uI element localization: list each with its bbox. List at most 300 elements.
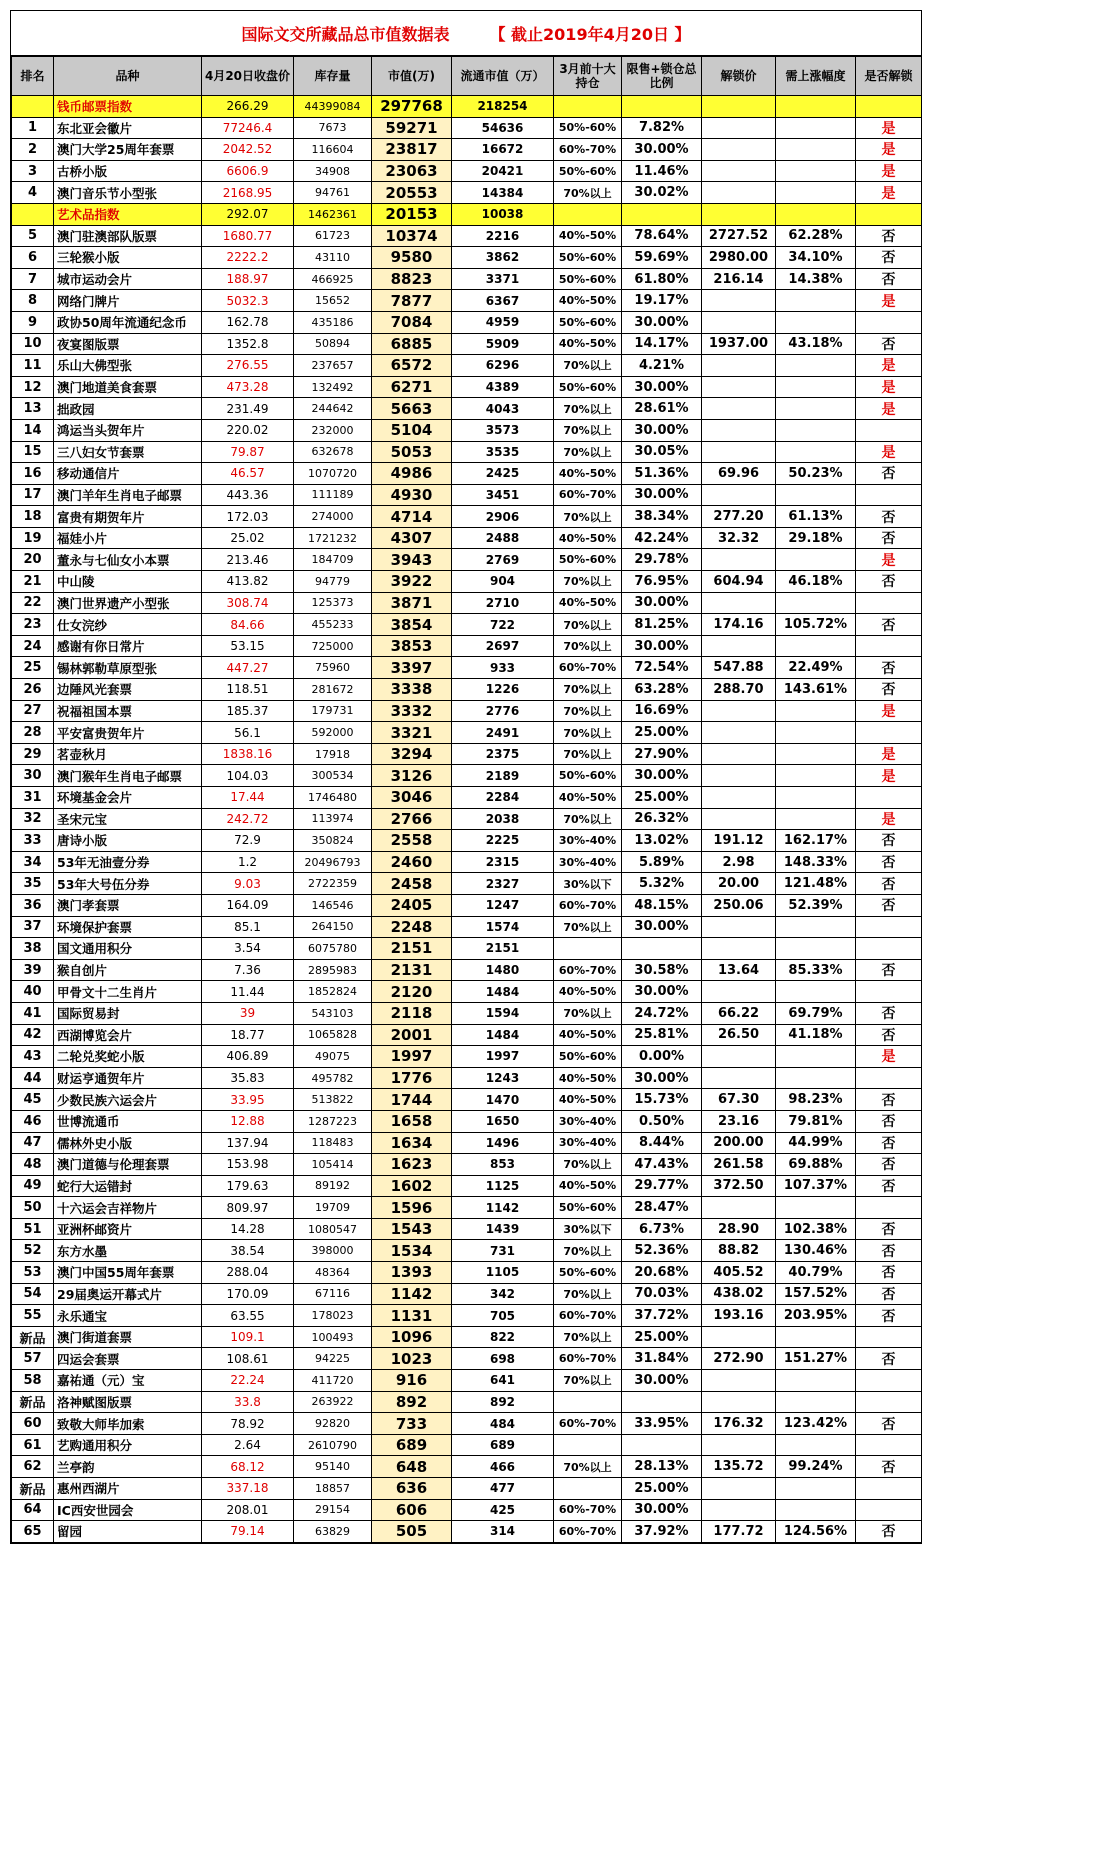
stock-cell: 179731	[294, 700, 372, 722]
stock-cell: 19709	[294, 1197, 372, 1219]
table-row	[12, 657, 922, 679]
market-value-cell: 2248	[372, 916, 452, 938]
price-cell: 1838.16	[202, 743, 294, 765]
unlock-price-cell	[702, 700, 776, 722]
rise-needed-cell	[776, 182, 856, 204]
price-cell: 473.28	[202, 376, 294, 398]
unlocked-cell: 是	[856, 549, 922, 571]
price-cell: 213.46	[202, 549, 294, 571]
unlocked-cell	[856, 1326, 922, 1348]
stock-cell: 111189	[294, 484, 372, 506]
unlocked-cell: 否	[856, 527, 922, 549]
circulating-value-cell: 853	[452, 1154, 554, 1176]
holding-cell: 40%-50%	[554, 787, 622, 809]
stock-cell: 132492	[294, 376, 372, 398]
rank-cell	[12, 203, 54, 225]
rank-cell: 27	[12, 700, 54, 722]
stock-cell: 263922	[294, 1391, 372, 1413]
name-cell: 国际贸易封	[54, 1002, 202, 1024]
unlock-price-cell: 20.00	[702, 873, 776, 895]
rank-cell: 16	[12, 463, 54, 485]
price-cell: 118.51	[202, 679, 294, 701]
table-row	[12, 290, 922, 312]
col-price: 4月20日收盘价	[202, 57, 294, 96]
table-row	[12, 787, 922, 809]
market-value-cell: 1658	[372, 1110, 452, 1132]
rise-needed-cell	[776, 916, 856, 938]
data-sheet	[10, 10, 922, 1544]
rank-cell: 30	[12, 765, 54, 787]
table-row	[12, 463, 922, 485]
date-note: 【 截止2019年4月20日 】	[489, 24, 691, 44]
rank-cell: 29	[12, 743, 54, 765]
unlocked-cell: 是	[856, 182, 922, 204]
rise-needed-cell	[776, 484, 856, 506]
stock-cell: 18857	[294, 1478, 372, 1500]
unlock-price-cell: 250.06	[702, 894, 776, 916]
market-value-cell: 23063	[372, 160, 452, 182]
stock-cell: 125373	[294, 592, 372, 614]
unlocked-cell: 否	[856, 1456, 922, 1478]
market-value-cell: 1623	[372, 1154, 452, 1176]
price-cell: 179.63	[202, 1175, 294, 1197]
holding-cell: 60%-70%	[554, 1305, 622, 1327]
rise-needed-cell	[776, 981, 856, 1003]
unlock-price-cell: 216.14	[702, 268, 776, 290]
holding-cell: 60%-70%	[554, 894, 622, 916]
rise-needed-cell	[776, 938, 856, 960]
table-row	[12, 160, 922, 182]
rank-cell: 39	[12, 959, 54, 981]
lock-ratio-cell: 7.82%	[622, 117, 702, 139]
price-cell: 63.55	[202, 1305, 294, 1327]
holding-cell: 70%以上	[554, 355, 622, 377]
table-row	[12, 614, 922, 636]
table-row	[12, 981, 922, 1003]
circulating-value-cell: 2284	[452, 787, 554, 809]
rank-cell: 54	[12, 1283, 54, 1305]
lock-ratio-cell: 30.58%	[622, 959, 702, 981]
rank-cell: 53	[12, 1262, 54, 1284]
unlock-price-cell: 2727.52	[702, 225, 776, 247]
circulating-value-cell: 2906	[452, 506, 554, 528]
lock-ratio-cell: 30.00%	[622, 419, 702, 441]
circulating-value-cell: 2710	[452, 592, 554, 614]
rise-needed-cell	[776, 1499, 856, 1521]
name-cell: 澳门中国55周年套票	[54, 1262, 202, 1284]
price-cell: 337.18	[202, 1478, 294, 1500]
holding-cell: 50%-60%	[554, 1262, 622, 1284]
rank-cell: 44	[12, 1067, 54, 1089]
name-cell: 澳门驻澳部队版票	[54, 225, 202, 247]
market-value-cell: 1602	[372, 1175, 452, 1197]
lock-ratio-cell: 15.73%	[622, 1089, 702, 1111]
rise-needed-cell: 162.17%	[776, 830, 856, 852]
name-cell: 艺购通用积分	[54, 1434, 202, 1456]
holding-cell: 70%以上	[554, 916, 622, 938]
market-value-cell: 892	[372, 1391, 452, 1413]
rank-cell: 36	[12, 894, 54, 916]
rise-needed-cell	[776, 311, 856, 333]
stock-cell: 94779	[294, 571, 372, 593]
rank-cell: 57	[12, 1348, 54, 1370]
unlock-price-cell: 604.94	[702, 571, 776, 593]
circulating-value-cell: 2769	[452, 549, 554, 571]
circulating-value-cell: 1650	[452, 1110, 554, 1132]
price-cell: 164.09	[202, 894, 294, 916]
rise-needed-cell: 14.38%	[776, 268, 856, 290]
rank-cell: 新品	[12, 1391, 54, 1413]
stock-cell: 2610790	[294, 1434, 372, 1456]
holding-cell: 70%以上	[554, 1240, 622, 1262]
lock-ratio-cell: 30.00%	[622, 1370, 702, 1392]
unlock-price-cell	[702, 1370, 776, 1392]
col-lock-ratio: 限售+锁仓总比例	[622, 57, 702, 96]
stock-cell: 232000	[294, 419, 372, 441]
market-value-cell: 6885	[372, 333, 452, 355]
table-row	[12, 1154, 922, 1176]
table-row	[12, 549, 922, 571]
col-circulating-value: 流通市值（万）	[452, 57, 554, 96]
stock-cell: 435186	[294, 311, 372, 333]
rise-needed-cell: 69.79%	[776, 1002, 856, 1024]
rise-needed-cell: 157.52%	[776, 1283, 856, 1305]
lock-ratio-cell: 63.28%	[622, 679, 702, 701]
unlock-price-cell: 23.16	[702, 1110, 776, 1132]
unlock-price-cell	[702, 1499, 776, 1521]
rank-cell: 13	[12, 398, 54, 420]
col-stock: 库存量	[294, 57, 372, 96]
name-cell: 致敬大师毕加索	[54, 1413, 202, 1435]
holding-cell: 30%-40%	[554, 1110, 622, 1132]
rank-cell: 4	[12, 182, 54, 204]
circulating-value-cell: 6367	[452, 290, 554, 312]
rank-cell: 43	[12, 1046, 54, 1068]
rise-needed-cell	[776, 398, 856, 420]
unlock-price-cell: 272.90	[702, 1348, 776, 1370]
holding-cell: 70%以上	[554, 182, 622, 204]
price-cell: 17.44	[202, 787, 294, 809]
circulating-value-cell: 466	[452, 1456, 554, 1478]
name-cell: 十六运会吉祥物片	[54, 1197, 202, 1219]
stock-cell: 274000	[294, 506, 372, 528]
table-row	[12, 484, 922, 506]
table-row	[12, 225, 922, 247]
index-row	[12, 96, 922, 118]
market-value-cell: 2151	[372, 938, 452, 960]
price-cell: 2168.95	[202, 182, 294, 204]
stock-cell: 43110	[294, 247, 372, 269]
rise-needed-cell: 123.42%	[776, 1413, 856, 1435]
table-row	[12, 1218, 922, 1240]
table-row	[12, 700, 922, 722]
unlocked-cell	[856, 916, 922, 938]
name-cell: 古桥小版	[54, 160, 202, 182]
rise-needed-cell	[776, 376, 856, 398]
circulating-value-cell: 689	[452, 1434, 554, 1456]
unlocked-cell	[856, 484, 922, 506]
market-value-cell: 2118	[372, 1002, 452, 1024]
name-cell: 环境基金会片	[54, 787, 202, 809]
rise-needed-cell	[776, 419, 856, 441]
rise-needed-cell: 151.27%	[776, 1348, 856, 1370]
lock-ratio-cell: 47.43%	[622, 1154, 702, 1176]
holding-cell: 40%-50%	[554, 225, 622, 247]
unlock-price-cell	[702, 419, 776, 441]
price-cell: 35.83	[202, 1067, 294, 1089]
lock-ratio-cell: 52.36%	[622, 1240, 702, 1262]
price-cell: 109.1	[202, 1326, 294, 1348]
circulating-value-cell: 2425	[452, 463, 554, 485]
name-cell: IC西安世园会	[54, 1499, 202, 1521]
rank-cell: 7	[12, 268, 54, 290]
stock-cell: 95140	[294, 1456, 372, 1478]
lock-ratio-cell: 30.02%	[622, 182, 702, 204]
stock-cell: 118483	[294, 1132, 372, 1154]
rank-cell: 24	[12, 635, 54, 657]
name-cell: 二轮兑奖蛇小版	[54, 1046, 202, 1068]
circulating-value-cell: 54636	[452, 117, 554, 139]
lock-ratio-cell: 0.50%	[622, 1110, 702, 1132]
market-value-cell: 2558	[372, 830, 452, 852]
market-value-cell: 3854	[372, 614, 452, 636]
name-cell: 福娃小片	[54, 527, 202, 549]
circulating-value-cell: 1484	[452, 981, 554, 1003]
name-cell: 澳门孝套票	[54, 894, 202, 916]
name-cell: 蛇行大运错封	[54, 1175, 202, 1197]
table-row	[12, 1413, 922, 1435]
name-cell: 边陲风光套票	[54, 679, 202, 701]
unlock-price-cell: 88.82	[702, 1240, 776, 1262]
rise-needed-cell: 46.18%	[776, 571, 856, 593]
rise-needed-cell: 44.99%	[776, 1132, 856, 1154]
table-row	[12, 268, 922, 290]
unlocked-cell: 否	[856, 1348, 922, 1370]
price-cell: 85.1	[202, 916, 294, 938]
unlock-price-cell: 261.58	[702, 1154, 776, 1176]
rise-needed-cell	[776, 1478, 856, 1500]
price-cell: 5032.3	[202, 290, 294, 312]
market-value-cell: 3046	[372, 787, 452, 809]
price-cell: 809.97	[202, 1197, 294, 1219]
lock-ratio-cell: 59.69%	[622, 247, 702, 269]
holding-cell: 30%-40%	[554, 830, 622, 852]
market-value-cell: 8823	[372, 268, 452, 290]
name-cell: 三八妇女节套票	[54, 441, 202, 463]
lock-ratio-cell: 30.00%	[622, 981, 702, 1003]
rise-needed-cell: 203.95%	[776, 1305, 856, 1327]
price-cell: 231.49	[202, 398, 294, 420]
rise-needed-cell: 130.46%	[776, 1240, 856, 1262]
price-cell: 33.8	[202, 1391, 294, 1413]
price-cell: 33.95	[202, 1089, 294, 1111]
stock-cell: 20496793	[294, 851, 372, 873]
name-cell: 儒林外史小版	[54, 1132, 202, 1154]
circulating-value-cell: 484	[452, 1413, 554, 1435]
unlocked-cell: 否	[856, 959, 922, 981]
unlock-price-cell	[702, 916, 776, 938]
stock-cell: 61723	[294, 225, 372, 247]
sheet-title-bar	[11, 11, 921, 56]
holding-cell	[554, 938, 622, 960]
lock-ratio-cell: 30.00%	[622, 1499, 702, 1521]
table-row	[12, 916, 922, 938]
rise-needed-cell: 124.56%	[776, 1521, 856, 1543]
holding-cell: 50%-60%	[554, 376, 622, 398]
name-cell: 网络门牌片	[54, 290, 202, 312]
rise-needed-cell	[776, 1370, 856, 1392]
table-row	[12, 117, 922, 139]
holding-cell: 60%-70%	[554, 1521, 622, 1543]
rise-needed-cell	[776, 290, 856, 312]
rise-needed-cell	[776, 96, 856, 118]
price-cell: 78.92	[202, 1413, 294, 1435]
unlocked-cell	[856, 1478, 922, 1500]
lock-ratio-cell: 20.68%	[622, 1262, 702, 1284]
stock-cell: 113974	[294, 808, 372, 830]
stock-cell: 94761	[294, 182, 372, 204]
lock-ratio-cell: 25.00%	[622, 787, 702, 809]
rise-needed-cell	[776, 355, 856, 377]
stock-cell: 29154	[294, 1499, 372, 1521]
table-row	[12, 311, 922, 333]
circulating-value-cell: 3371	[452, 268, 554, 290]
unlock-price-cell	[702, 592, 776, 614]
market-value-cell: 20553	[372, 182, 452, 204]
market-value-cell: 3871	[372, 592, 452, 614]
market-value-cell: 733	[372, 1413, 452, 1435]
holding-cell: 60%-70%	[554, 1499, 622, 1521]
stock-cell: 411720	[294, 1370, 372, 1392]
stock-cell: 543103	[294, 1002, 372, 1024]
circulating-value-cell: 892	[452, 1391, 554, 1413]
name-cell: 董永与七仙女小本票	[54, 549, 202, 571]
lock-ratio-cell: 30.00%	[622, 592, 702, 614]
rank-cell: 42	[12, 1024, 54, 1046]
rank-cell: 47	[12, 1132, 54, 1154]
stock-cell: 48364	[294, 1262, 372, 1284]
rise-needed-cell: 34.10%	[776, 247, 856, 269]
stock-cell: 7673	[294, 117, 372, 139]
holding-cell: 70%以上	[554, 506, 622, 528]
rank-cell: 51	[12, 1218, 54, 1240]
name-cell: 富贵有期贺年片	[54, 506, 202, 528]
market-value-cell: 6572	[372, 355, 452, 377]
rank-cell: 48	[12, 1154, 54, 1176]
unlock-price-cell: 405.52	[702, 1262, 776, 1284]
rank-cell: 25	[12, 657, 54, 679]
unlocked-cell: 否	[856, 268, 922, 290]
col-name: 品种	[54, 57, 202, 96]
table-row	[12, 808, 922, 830]
unlocked-cell	[856, 938, 922, 960]
rise-needed-cell	[776, 549, 856, 571]
price-cell: 12.88	[202, 1110, 294, 1132]
market-value-cell: 3126	[372, 765, 452, 787]
rank-cell: 50	[12, 1197, 54, 1219]
stock-cell: 244642	[294, 398, 372, 420]
table-row	[12, 592, 922, 614]
name-cell: 澳门道德与伦理套票	[54, 1154, 202, 1176]
page-title: 国际文交所藏品总市值数据表	[241, 24, 450, 44]
unlocked-cell: 否	[856, 657, 922, 679]
unlocked-cell: 否	[856, 614, 922, 636]
holding-cell: 40%-50%	[554, 333, 622, 355]
rank-cell: 35	[12, 873, 54, 895]
table-row	[12, 419, 922, 441]
stock-cell: 34908	[294, 160, 372, 182]
unlocked-cell: 否	[856, 851, 922, 873]
price-cell: 38.54	[202, 1240, 294, 1262]
holding-cell: 60%-70%	[554, 484, 622, 506]
stock-cell: 1746480	[294, 787, 372, 809]
price-cell: 108.61	[202, 1348, 294, 1370]
table-row	[12, 441, 922, 463]
lock-ratio-cell: 14.17%	[622, 333, 702, 355]
rank-cell: 34	[12, 851, 54, 873]
price-cell: 288.04	[202, 1262, 294, 1284]
unlocked-cell: 否	[856, 1413, 922, 1435]
rise-needed-cell: 61.13%	[776, 506, 856, 528]
holding-cell: 40%-50%	[554, 981, 622, 1003]
index-row	[12, 203, 922, 225]
rank-cell: 32	[12, 808, 54, 830]
rank-cell: 62	[12, 1456, 54, 1478]
market-value-cell: 2131	[372, 959, 452, 981]
unlock-price-cell: 372.50	[702, 1175, 776, 1197]
rise-needed-cell	[776, 139, 856, 161]
rise-needed-cell	[776, 441, 856, 463]
circulating-value-cell: 2488	[452, 527, 554, 549]
holding-cell: 60%-70%	[554, 959, 622, 981]
lock-ratio-cell: 33.95%	[622, 1413, 702, 1435]
table-row	[12, 1197, 922, 1219]
lock-ratio-cell: 16.69%	[622, 700, 702, 722]
price-cell: 18.77	[202, 1024, 294, 1046]
price-cell: 84.66	[202, 614, 294, 636]
circulating-value-cell: 2375	[452, 743, 554, 765]
unlocked-cell: 是	[856, 441, 922, 463]
stock-cell: 725000	[294, 635, 372, 657]
lock-ratio-cell: 38.34%	[622, 506, 702, 528]
table-row	[12, 743, 922, 765]
holding-cell: 70%以上	[554, 1456, 622, 1478]
holding-cell: 70%以上	[554, 614, 622, 636]
market-value-cell: 20153	[372, 203, 452, 225]
rise-needed-cell	[776, 635, 856, 657]
unlock-price-cell	[702, 635, 776, 657]
name-cell: 唐诗小版	[54, 830, 202, 852]
unlock-price-cell	[702, 484, 776, 506]
stock-cell: 75960	[294, 657, 372, 679]
unlocked-cell: 否	[856, 1218, 922, 1240]
holding-cell: 40%-50%	[554, 1067, 622, 1089]
name-cell: 艺术品指数	[54, 203, 202, 225]
price-cell: 1.2	[202, 851, 294, 873]
holding-cell: 70%以上	[554, 1326, 622, 1348]
unlocked-cell: 是	[856, 355, 922, 377]
rank-cell: 49	[12, 1175, 54, 1197]
lock-ratio-cell: 25.00%	[622, 1326, 702, 1348]
table-row	[12, 1456, 922, 1478]
price-cell: 443.36	[202, 484, 294, 506]
market-value-cell: 3853	[372, 635, 452, 657]
market-value-cell: 916	[372, 1370, 452, 1392]
unlocked-cell: 否	[856, 571, 922, 593]
table-row	[12, 1370, 922, 1392]
rank-cell: 65	[12, 1521, 54, 1543]
unlocked-cell	[856, 722, 922, 744]
